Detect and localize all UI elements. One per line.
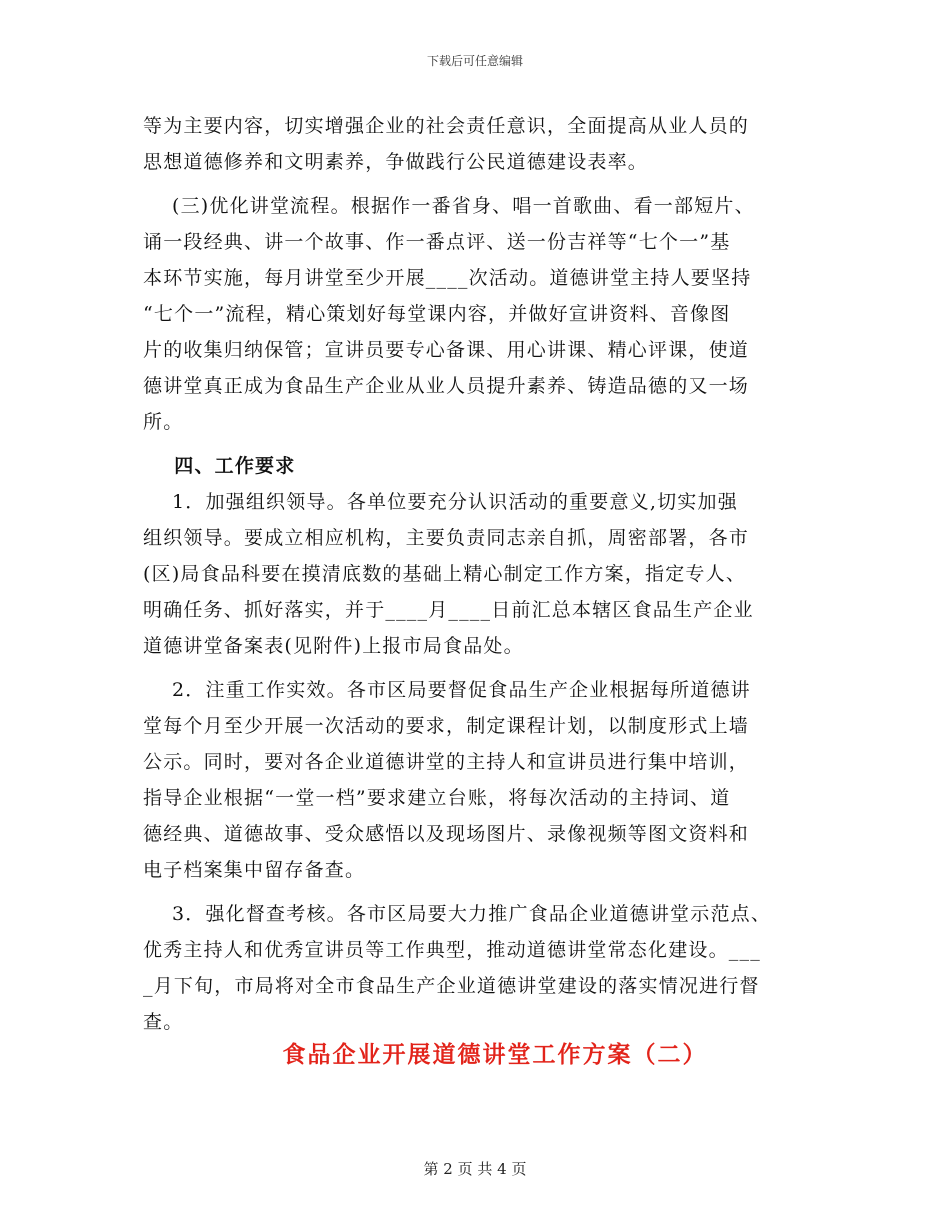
body-line: 指导企业根据“一堂一档”要求建立台账，将每次活动的主持词、道 xyxy=(143,787,731,809)
body-line: 思想道德修养和文明素养，争做践行公民道德建设表率。 xyxy=(143,151,649,173)
body-line: “七个一”流程，精心策划好每堂课内容，并做好宣讲资料、音像图 xyxy=(143,303,731,325)
body-line: 3．强化督查考核。各市区局要大力推广食品企业道德讲堂示范点、 xyxy=(143,903,772,925)
body-line: (三)优化讲堂流程。根据作一番省身、唱一首歌曲、看一部短片、 xyxy=(143,195,755,217)
body-line: 组织领导。要成立相应机构，主要负责同志亲自抓，周密部署，各市 xyxy=(143,527,750,549)
document-body xyxy=(143,108,823,1040)
body-line: 2．注重工作实效。各市区局要督促食品生产企业根据每所道德讲 xyxy=(143,679,751,701)
section-heading: 四、工作要求 xyxy=(143,455,296,477)
body-line: 电子档案集中留存备查。 xyxy=(143,859,366,881)
page-footer: 第 2 页 共 4 页 xyxy=(423,1160,527,1178)
body-line: 优秀主持人和优秀宣讲员等工作典型，推动道德讲堂常态化建设。___ xyxy=(143,939,761,961)
page-header: 下载后可任意编辑 xyxy=(426,54,523,68)
body-line: 1．加强组织领导。各单位要充分认识活动的重要意义,切实加强 xyxy=(143,491,738,513)
body-line: 本环节实施，每月讲堂至少开展____次活动。道德讲堂主持人要坚持 xyxy=(143,267,752,289)
body-line: 明确任务、抓好落实，并于____月____日前汇总本辖区食品生产企业 xyxy=(143,599,754,621)
body-line: 公示。同时，要对各企业道德讲堂的主持人和宣讲员进行集中培训， xyxy=(143,751,750,773)
body-line: 道德讲堂备案表(见附件)上报市局食品处。 xyxy=(143,635,524,657)
body-line: (区)局食品科要在摸清底数的基础上精心制定工作方案，指定专人、 xyxy=(143,563,747,585)
section-title: 食品企业开展道德讲堂工作方案（二） xyxy=(282,1041,708,1068)
body-line: 查。 xyxy=(143,1011,184,1033)
body-line: _月下旬，市局将对全市食品生产企业道德讲堂建设的落实情况进行督 xyxy=(143,975,760,997)
body-line: 所。 xyxy=(143,411,184,433)
body-line: 德经典、道德故事、受众感悟以及现场图片、录像视频等图文资料和 xyxy=(143,823,750,845)
body-line: 片的收集归纳保管；宣讲员要专心备课、用心讲课、精心评课，使道 xyxy=(143,339,750,361)
body-line: 等为主要内容，切实增强企业的社会责任意识，全面提高从业人员的 xyxy=(143,115,750,137)
body-line: 诵一段经典、讲一个故事、作一番点评、送一份吉祥等“七个一”基 xyxy=(143,231,731,253)
body-line: 堂每个月至少开展一次活动的要求，制定课程计划，以制度形式上墙 xyxy=(143,715,750,737)
body-line: 德讲堂真正成为食品生产企业从业人员提升素养、铸造品德的又一场 xyxy=(143,375,750,397)
